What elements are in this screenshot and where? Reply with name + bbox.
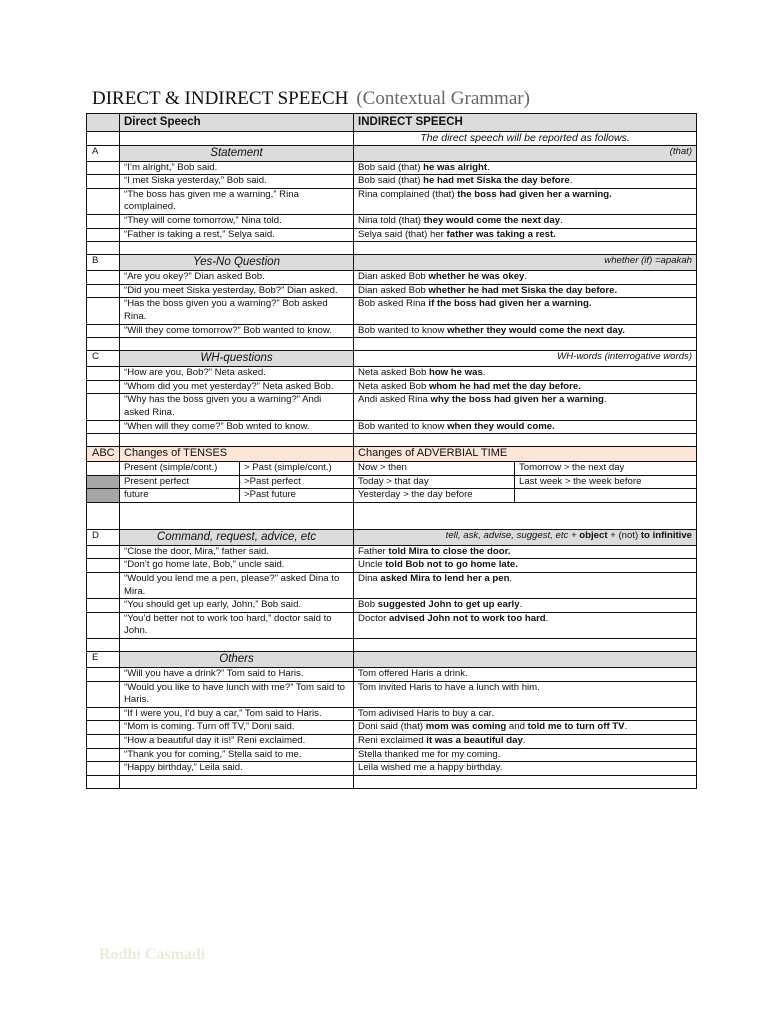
row-label-cell	[87, 545, 120, 559]
indirect-speech-cell	[354, 188, 697, 214]
direct-speech-cell: “I met Siska yesterday,” Bob said.	[120, 175, 354, 189]
indirect-speech-cell	[354, 228, 697, 242]
reported-clause: why the boss had given her a warning	[430, 394, 604, 406]
reported-clause: if the boss had given her a warning.	[428, 298, 592, 310]
section-label: A	[87, 145, 120, 161]
direct-speech-cell: “Has the boss given you a warning?” Bob asked Rina.	[120, 298, 354, 324]
reporting-text: .	[522, 735, 526, 746]
note-infinitive: to infinitive	[640, 529, 693, 541]
direct-speech-cell: “Did you meet Siska yesterday, Bob?” Dian asked.	[120, 284, 354, 298]
intro-spacer-direct	[120, 132, 354, 146]
reporting-text: Rina complained (that)	[358, 188, 458, 200]
table-row	[87, 762, 697, 776]
table-row	[87, 284, 697, 298]
table-row	[87, 573, 697, 599]
indirect-speech-cell	[354, 573, 697, 599]
gap-cell	[354, 434, 697, 447]
direct-speech-cell: “The boss has given me a warning,” Rina complained.	[120, 188, 354, 214]
indirect-speech-cell	[354, 324, 697, 338]
tense-from: future	[120, 489, 240, 503]
adverb-from: Yesterday > the day before	[354, 489, 515, 503]
reporting-text: Bob asked Rina	[358, 298, 429, 310]
reporting-text: Bob said (that)	[358, 175, 424, 187]
row-label-cell	[87, 284, 120, 298]
reporting-text: Bob	[358, 599, 378, 611]
indirect-speech-cell	[354, 380, 697, 394]
gap-cell	[120, 338, 354, 351]
table-row	[87, 188, 697, 214]
direct-speech-cell: “Will they come tomorrow?” Bob wanted to know.	[120, 324, 354, 338]
table-row	[87, 612, 697, 638]
reporting-text: Dian asked Bob	[358, 284, 429, 296]
gap-cell	[120, 502, 354, 529]
gap-cell	[87, 775, 120, 788]
table-row	[87, 161, 697, 175]
section-title: Yes-No Question	[120, 255, 354, 271]
title-main: DIRECT & INDIRECT SPEECH	[92, 88, 349, 109]
reporting-text: .	[603, 394, 607, 406]
indirect-speech-cell	[354, 367, 697, 381]
row-label-cell	[87, 394, 120, 420]
reported-clause: mom was coming	[425, 721, 507, 733]
table-row	[87, 420, 697, 434]
indirect-speech-cell	[354, 161, 697, 175]
row-label-cell	[87, 668, 120, 682]
reporting-text: Leila wished me a happy birthday.	[358, 762, 503, 774]
reporting-text: and	[506, 721, 528, 733]
row-label-cell	[87, 298, 120, 324]
row-label-cell	[87, 599, 120, 613]
reporting-text: Tom invited Haris to have a lunch with him.	[358, 681, 540, 693]
direct-speech-cell: “Mom is coming. Turn off TV,” Doni said.	[120, 721, 354, 735]
reporting-text: Neta asked Bob	[358, 367, 429, 379]
table-row	[87, 298, 697, 324]
gap-cell	[354, 502, 697, 529]
reporting-text: .	[482, 367, 486, 379]
reported-clause: he had met Siska the day before	[423, 175, 570, 187]
row-label-cell	[87, 367, 120, 381]
row-label-cell	[87, 559, 120, 573]
reporting-text: Bob wanted to know	[358, 324, 448, 336]
tense-from: Present (simple/cont.)	[120, 462, 240, 476]
section-label: D	[87, 529, 120, 545]
reporting-text: Doni said (that)	[358, 721, 426, 733]
table-row	[87, 214, 697, 228]
gap-cell	[120, 775, 354, 788]
row-label-cell	[87, 214, 120, 228]
indirect-speech-cell	[354, 707, 697, 721]
direct-speech-cell: “Are you okey?” Dian asked Bob.	[120, 271, 354, 285]
direct-speech-cell: “How a beautiful day it is!” Reni exclaimed.	[120, 735, 354, 749]
row-label-cell	[87, 573, 120, 599]
table-row	[87, 324, 697, 338]
direct-speech-cell: “I’m alright,” Bob said.	[120, 161, 354, 175]
reporting-text: Bob said (that)	[358, 161, 424, 173]
tense-to: > Past (simple/cont.)	[240, 462, 354, 476]
reporting-text: .	[569, 175, 573, 187]
speech-table	[86, 113, 697, 789]
reporting-text: Uncle	[358, 559, 386, 571]
reporting-text: Tom adivised Haris to buy a car.	[358, 707, 494, 719]
table-row	[87, 681, 697, 707]
row-label-cell	[87, 762, 120, 776]
indirect-speech-cell	[354, 175, 697, 189]
row-label-cell	[87, 271, 120, 285]
row-label-cell	[87, 188, 120, 214]
indirect-speech-cell	[354, 748, 697, 762]
reporting-text: Andi asked Rina	[358, 394, 431, 406]
indirect-speech-cell	[354, 298, 697, 324]
section-title: Others	[120, 652, 354, 668]
page-title	[92, 88, 530, 110]
direct-speech-cell: “Whom did you met yesterday?” Neta asked Bob.	[120, 380, 354, 394]
reporting-text: Reni exclaimed	[358, 735, 427, 746]
indirect-speech-cell	[354, 559, 697, 573]
reported-clause: told Mira to close the door.	[388, 545, 511, 557]
abc-gray-cell	[87, 489, 120, 503]
header-indirect: INDIRECT SPEECH	[354, 114, 697, 132]
row-label-cell	[87, 681, 120, 707]
table-row	[87, 175, 697, 189]
abc-gray-cell	[87, 475, 120, 489]
reporting-text: .	[524, 271, 528, 283]
reported-clause: he was alright	[423, 161, 488, 173]
table-row	[87, 228, 697, 242]
indirect-speech-cell	[354, 721, 697, 735]
reporting-text: Bob wanted to know	[358, 420, 448, 432]
table-row	[87, 559, 697, 573]
row-label-cell	[87, 735, 120, 749]
direct-speech-cell: “Would you lend me a pen, please?” asked Dina to Mira.	[120, 573, 354, 599]
reporting-text: Nina told (that)	[358, 214, 424, 226]
reporting-text: .	[487, 161, 490, 173]
row-label-cell	[87, 324, 120, 338]
direct-speech-cell: “You should get up early, John,” Bob said.	[120, 599, 354, 613]
direct-speech-cell: “Why has the boss given you a warning?” Andi asked Rina.	[120, 394, 354, 420]
reported-clause: told Bob not to go home late.	[385, 559, 518, 571]
section-e-header	[87, 652, 697, 668]
reported-clause: they would come the next day	[423, 214, 561, 226]
row-label-cell	[87, 612, 120, 638]
header-direct: Direct Speech	[120, 114, 354, 132]
direct-speech-cell: “Father is taking a rest,” Selya said.	[120, 228, 354, 242]
note-object: object	[579, 529, 608, 541]
intro-note: The direct speech will be reported as follows.	[354, 132, 697, 146]
table-row	[87, 394, 697, 420]
table-row	[87, 735, 697, 749]
reported-clause: advised John not to work too hard	[388, 612, 546, 624]
direct-speech-cell: “Don’t go home late, Bob,” uncle said.	[120, 559, 354, 573]
reporting-text: .	[519, 599, 523, 611]
table-row	[87, 707, 697, 721]
section-label: B	[87, 255, 120, 271]
indirect-speech-cell	[354, 668, 697, 682]
direct-speech-cell: “If I were you, I’d buy a car,” Tom said to Haris.	[120, 707, 354, 721]
section-title: Command, request, advice, etc	[120, 529, 354, 545]
reporting-text: Doctor	[358, 612, 389, 624]
section-note: whether (if) =apakah	[354, 255, 697, 271]
row-label-cell	[87, 721, 120, 735]
adverb-from: Today > that day	[354, 475, 515, 489]
indirect-speech-cell	[354, 545, 697, 559]
table-row	[87, 721, 697, 735]
adverb-to: Last week > the week before	[515, 475, 697, 489]
direct-speech-cell: “Would you like to have lunch with me?” Tom said to Haris.	[120, 681, 354, 707]
reporting-text: Neta asked Bob	[358, 380, 429, 392]
gap-cell	[87, 242, 120, 255]
reporting-text: .	[560, 214, 563, 226]
gap-cell	[120, 242, 354, 255]
reported-clause: whom he had met the day before.	[428, 380, 581, 392]
reporting-text: Dian asked Bob	[358, 271, 429, 283]
gap-cell	[120, 639, 354, 652]
section-title: Statement	[120, 145, 354, 161]
row-label-cell	[87, 228, 120, 242]
reported-clause: whether he had met Siska the day before.	[428, 284, 618, 296]
title-subtitle: (Contextual Grammar)	[356, 88, 530, 109]
gap-cell	[354, 775, 697, 788]
note-plain: tell, ask, advise, suggest, etc +	[445, 529, 580, 541]
intro-spacer	[87, 132, 120, 146]
indirect-speech-cell	[354, 271, 697, 285]
reporting-text: Selya said (that) her	[358, 228, 447, 240]
indirect-speech-cell	[354, 599, 697, 613]
section-c-header	[87, 351, 697, 367]
section-note	[354, 529, 697, 545]
reporting-text: Father	[358, 545, 389, 557]
section-label: C	[87, 351, 120, 367]
direct-speech-cell: “You’d better not to work too hard,” doctor said to John.	[120, 612, 354, 638]
indirect-speech-cell	[354, 394, 697, 420]
section-note: (that)	[354, 145, 697, 161]
adverb-title: Changes of ADVERBIAL TIME	[354, 447, 697, 462]
direct-speech-cell: “Will you have a drink?” Tom said to Haris.	[120, 668, 354, 682]
reporting-text: .	[624, 721, 628, 733]
section-b-header	[87, 255, 697, 271]
table-row	[87, 668, 697, 682]
reporting-text: Dina	[358, 573, 381, 585]
reported-clause: asked Mira to lend her a pen	[380, 573, 510, 585]
row-label-cell	[87, 175, 120, 189]
direct-speech-cell: “They will come tomorrow,” Nina told.	[120, 214, 354, 228]
section-label: E	[87, 652, 120, 668]
table-row	[87, 748, 697, 762]
table-row	[87, 380, 697, 394]
indirect-speech-cell	[354, 214, 697, 228]
indirect-speech-cell	[354, 612, 697, 638]
reported-clause: father was taking a rest.	[446, 228, 556, 240]
table-row	[87, 545, 697, 559]
section-note: WH-words (interrogative words)	[354, 351, 697, 367]
gap-cell	[87, 639, 120, 652]
table-row	[87, 271, 697, 285]
reporting-text: Tom offered Haris a drink.	[358, 668, 468, 680]
section-title: WH-questions	[120, 351, 354, 367]
gap-cell	[354, 338, 697, 351]
gap-cell	[87, 338, 120, 351]
reported-clause: told me to turn off TV	[527, 721, 625, 733]
adverb-to	[515, 489, 697, 503]
indirect-speech-cell	[354, 681, 697, 707]
indirect-speech-cell	[354, 735, 697, 749]
row-label-cell	[87, 380, 120, 394]
adverb-from: Now > then	[354, 462, 515, 476]
indirect-speech-cell	[354, 284, 697, 298]
row-label-cell	[87, 420, 120, 434]
abc-label-cell	[87, 462, 120, 476]
section-label: ABC	[87, 447, 120, 462]
header-corner	[87, 114, 120, 132]
direct-speech-cell: “Close the door, Mira,” father said.	[120, 545, 354, 559]
reporting-text: .	[509, 573, 513, 585]
gap-cell	[87, 434, 120, 447]
reported-clause: whether he was okey	[428, 271, 525, 283]
tenses-title: Changes of TENSES	[120, 447, 354, 462]
direct-speech-cell: “When will they come?” Bob wnted to know.	[120, 420, 354, 434]
note-mid: + (not)	[607, 529, 641, 541]
section-note	[354, 652, 697, 668]
section-abc-header	[87, 447, 697, 462]
author-watermark: Rodhi Casmadi	[99, 946, 206, 963]
gap-cell	[354, 639, 697, 652]
section-d-header	[87, 529, 697, 545]
row-label-cell	[87, 748, 120, 762]
reporting-text: Stella thanked me for my coming.	[358, 748, 501, 760]
indirect-speech-cell	[354, 762, 697, 776]
direct-speech-cell: “Happy birthday,” Leila said.	[120, 762, 354, 776]
reported-clause: whether they would come the next day.	[447, 324, 625, 336]
direct-speech-cell: “Thank you for coming,” Stella said to me.	[120, 748, 354, 762]
row-label-cell	[87, 707, 120, 721]
gap-cell	[120, 434, 354, 447]
adverb-to: Tomorrow > the next day	[515, 462, 697, 476]
gap-cell	[87, 502, 120, 529]
reported-clause: when they would come.	[447, 420, 555, 432]
reporting-text: .	[545, 612, 549, 624]
section-a-header	[87, 145, 697, 161]
table-row	[87, 367, 697, 381]
reported-clause: it was a beautiful day	[426, 735, 523, 746]
direct-speech-cell: “How are you, Bob?” Neta asked.	[120, 367, 354, 381]
tense-from: Present perfect	[120, 475, 240, 489]
table-row	[87, 599, 697, 613]
tense-to: >Past perfect	[240, 475, 354, 489]
reported-clause: the boss had given her a warning.	[457, 188, 612, 200]
gap-cell	[354, 242, 697, 255]
indirect-speech-cell	[354, 420, 697, 434]
reported-clause: suggested John to get up early	[377, 599, 520, 611]
tense-to: >Past future	[240, 489, 354, 503]
row-label-cell	[87, 161, 120, 175]
reported-clause: how he was	[428, 367, 483, 379]
